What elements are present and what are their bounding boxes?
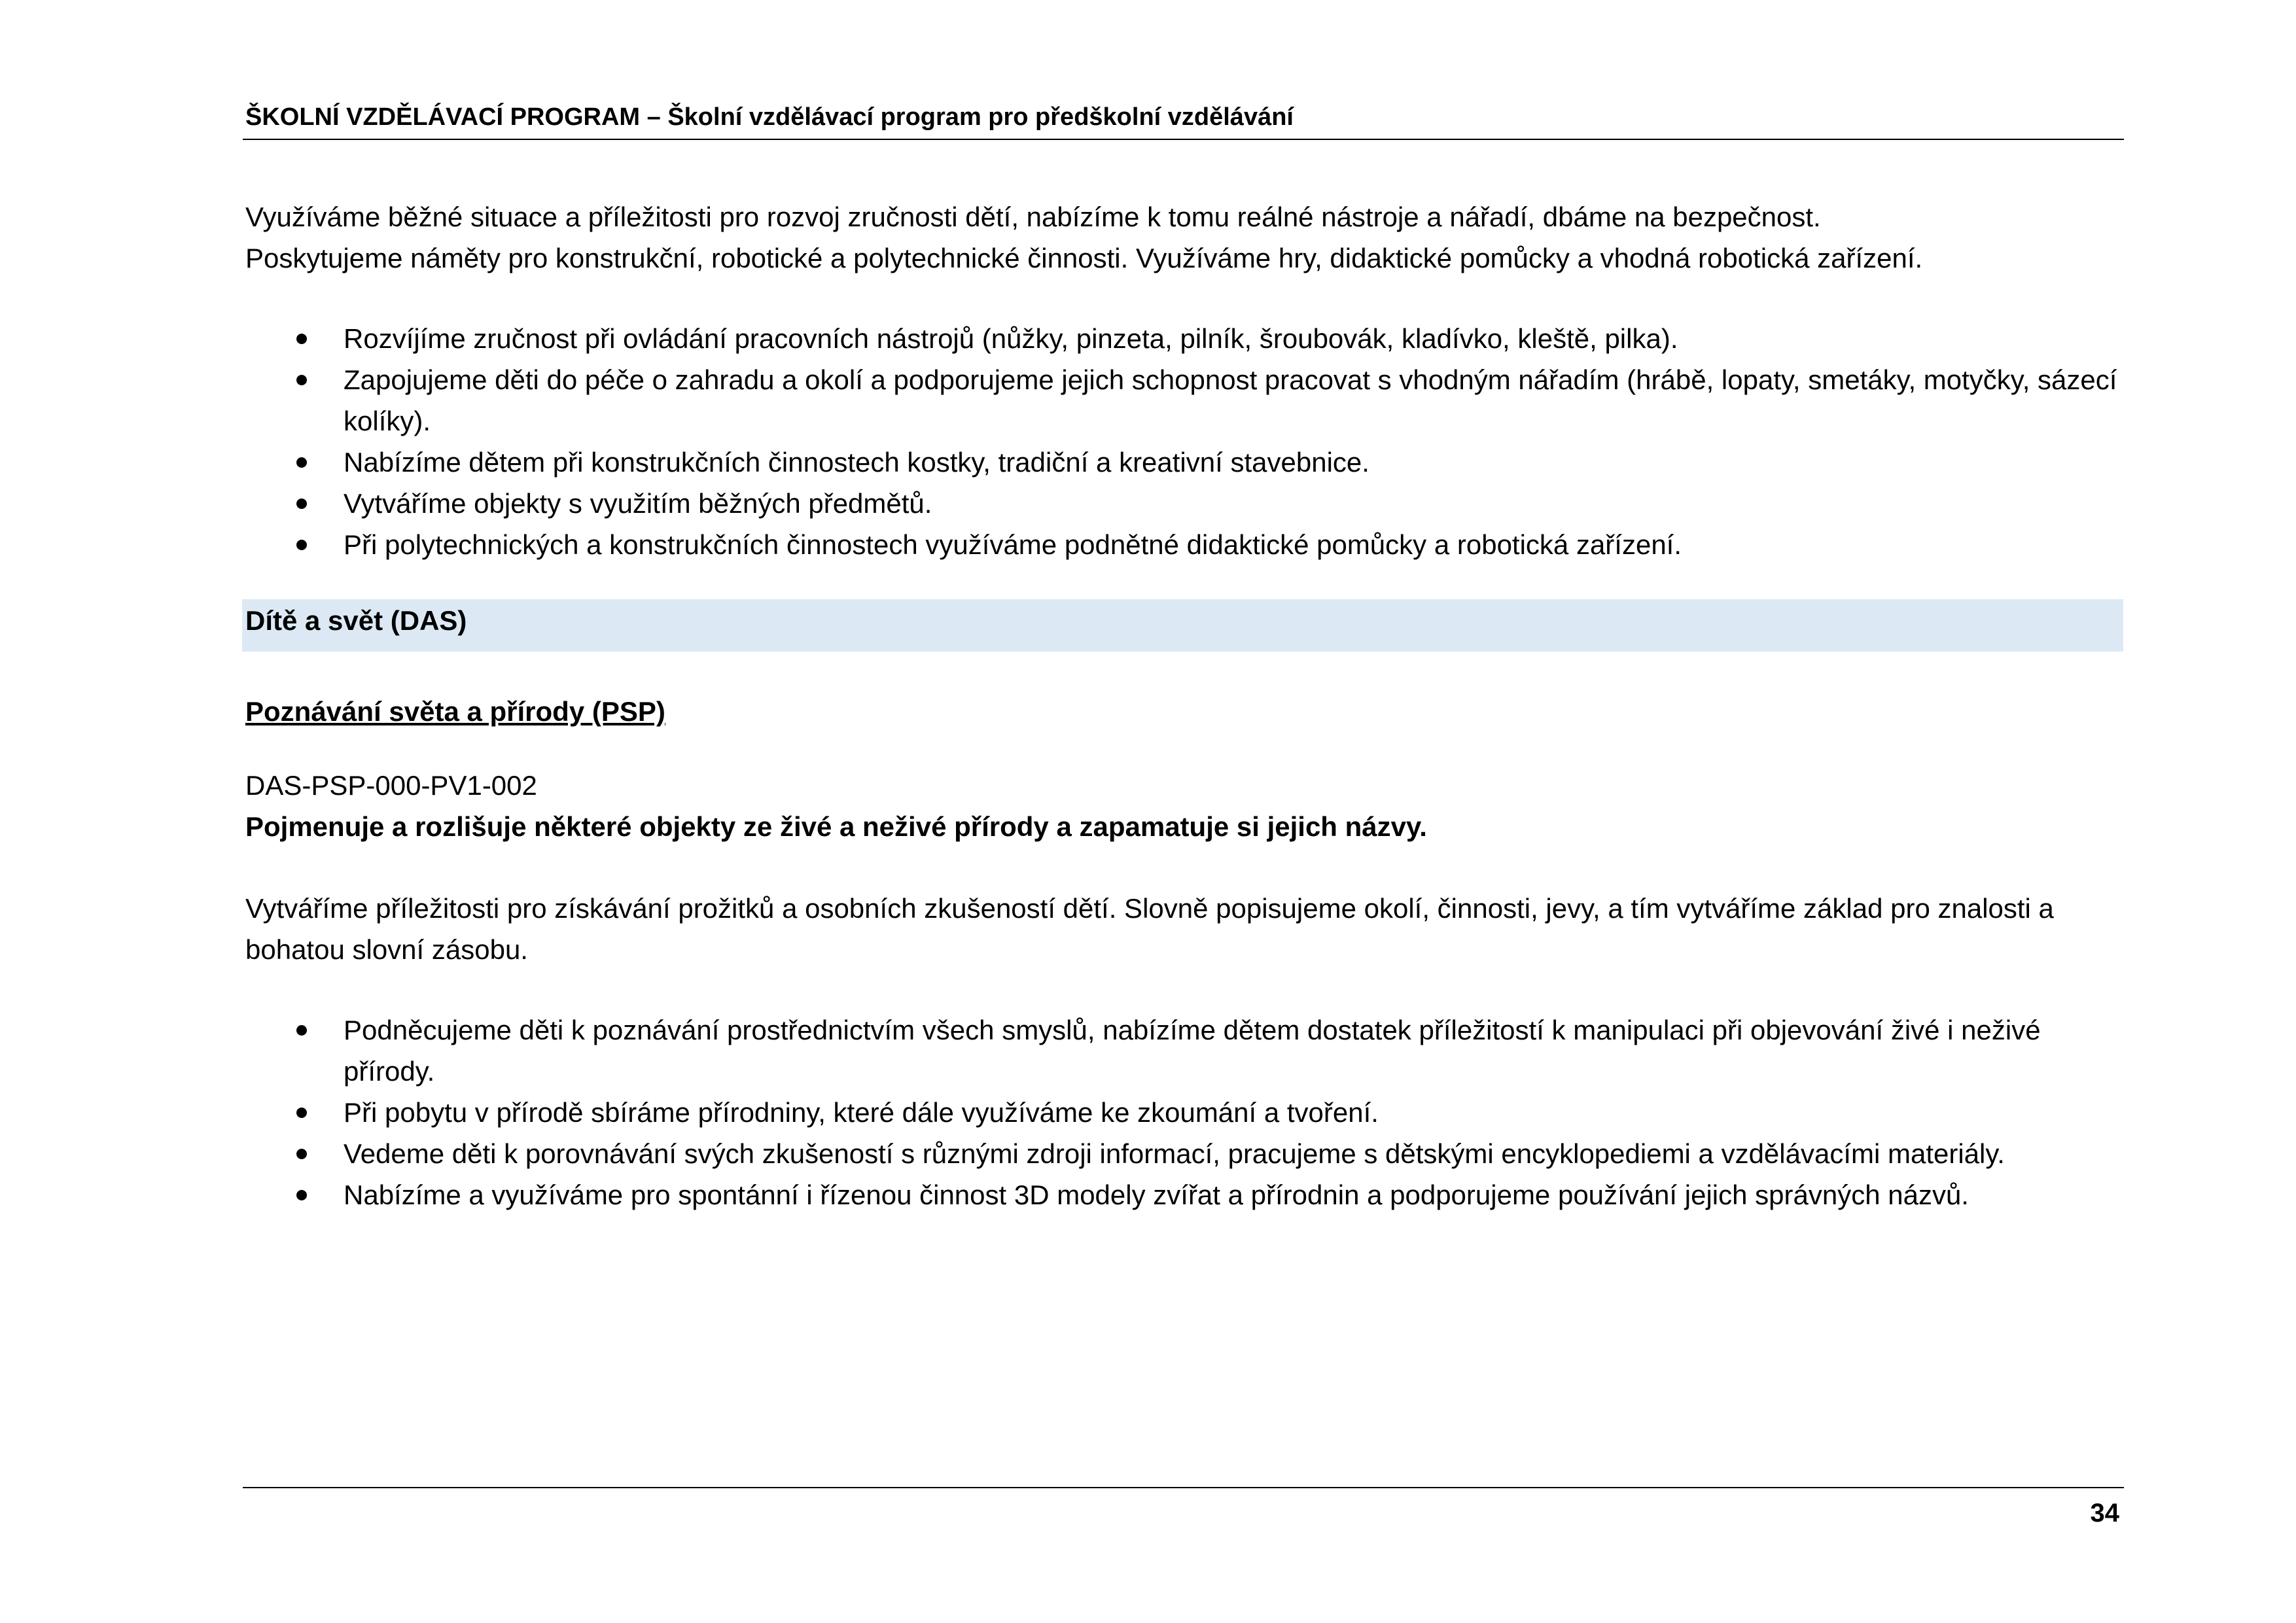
list-item xyxy=(245,442,2123,483)
list-item-text: Při pobytu v přírodě sbíráme přírodniny, které dále využíváme ke zkoumání a tvoření. xyxy=(344,1097,1379,1128)
spacer xyxy=(245,732,2123,765)
spacer xyxy=(245,652,2123,691)
list-item-text: Nabízíme a využíváme pro spontánní i řízenou činnost 3D modely zvířat a přírodnin a podporujeme používání jejich správných názvů. xyxy=(344,1179,1969,1210)
bullet-icon xyxy=(296,1149,307,1159)
bullet-icon xyxy=(296,1025,307,1036)
bullet-icon xyxy=(296,375,307,385)
list-item xyxy=(245,359,2123,442)
bullet-icon xyxy=(296,1190,307,1200)
spacer xyxy=(245,565,2123,599)
outcome-code: DAS-PSP-000-PV1-002 xyxy=(245,770,537,801)
list-item-text: Vedeme děti k porovnávání svých zkušeností s různými zdroji informací, pracujeme s dětskými encyklopediemi a vzdělávacími materiály. xyxy=(344,1138,2005,1169)
bullet-icon xyxy=(296,334,307,344)
spacer xyxy=(245,970,2123,1009)
list-item xyxy=(245,524,2123,565)
list-item xyxy=(245,483,2123,524)
intro-line-2: Poskytujeme náměty pro konstrukční, robotické a polytechnické činnosti. Využíváme hry, didaktické pomůcky a vhodná robotická zařízení. xyxy=(245,243,1923,273)
section-heading: Dítě a svět (DAS) xyxy=(242,599,2123,652)
list-item xyxy=(245,1133,2123,1174)
intro-line-1: Využíváme běžné situace a příležitosti pro rozvoj zručnosti dětí, nabízíme k tomu reálné nástroje a nářadí, dbáme na bezpečnost. xyxy=(245,201,1821,232)
page-number: 34 xyxy=(2090,1499,2119,1527)
list-item-text: Zapojujeme děti do péče o zahradu a okolí a podporujeme jejich schopnost pracovat s vhodným nářadím (hrábě, lopaty, smetáky, motyčky, sázecí kolíky). xyxy=(344,364,2117,436)
page-content xyxy=(245,196,2123,1215)
paragraph-experiences: Vytváříme příležitosti pro získávání prožitků a osobních zkušeností dětí. Slovně popisujeme okolí, činnosti, jevy, a tím vytváříme základ pro znalosti a bohatou slovní zásobu. xyxy=(245,893,2054,965)
list-item xyxy=(245,1092,2123,1133)
list-item-text: Rozvíjíme zručnost při ovládání pracovních nástrojů (nůžky, pinzeta, pilník, šroubovák, kladívko, kleště, pilka). xyxy=(344,323,1678,354)
list-item-text: Vytváříme objekty s využitím běžných předmětů. xyxy=(344,488,932,519)
list-item xyxy=(245,1009,2123,1092)
page-header-title: ŠKOLNÍ VZDĚLÁVACÍ PROGRAM – Školní vzdělávací program pro předškolní vzdělávání xyxy=(245,103,1294,131)
list-item xyxy=(245,318,2123,359)
bullet-icon xyxy=(296,1108,307,1118)
outcome-text: Pojmenuje a rozlišuje některé objekty ze živé a neživé přírody a zapamatuje si jejich názvy. xyxy=(245,811,1427,842)
subsection-heading: Poznávání světa a přírody (PSP) xyxy=(245,696,665,727)
list-item-text: Při polytechnických a konstrukčních činnostech využíváme podnětné didaktické pomůcky a robotická zařízení. xyxy=(344,529,1682,560)
bullet-icon xyxy=(296,457,307,468)
bullet-icon xyxy=(296,540,307,550)
spacer xyxy=(245,279,2123,318)
list-item-text: Podněcujeme děti k poznávání prostřednictvím všech smyslů, nabízíme dětem dostatek příležitostí k manipulaci při objevování živé i neživé přírody. xyxy=(344,1015,2041,1087)
bullet-icon xyxy=(296,498,307,509)
header-divider xyxy=(243,139,2124,140)
list-item xyxy=(245,1174,2123,1215)
nature-bullet-list xyxy=(245,1009,2123,1215)
spacer xyxy=(245,847,2123,888)
tools-bullet-list xyxy=(245,318,2123,565)
list-item-text: Nabízíme dětem při konstrukčních činnostech kostky, tradiční a kreativní stavebnice. xyxy=(344,447,1369,478)
footer-divider xyxy=(243,1487,2124,1488)
